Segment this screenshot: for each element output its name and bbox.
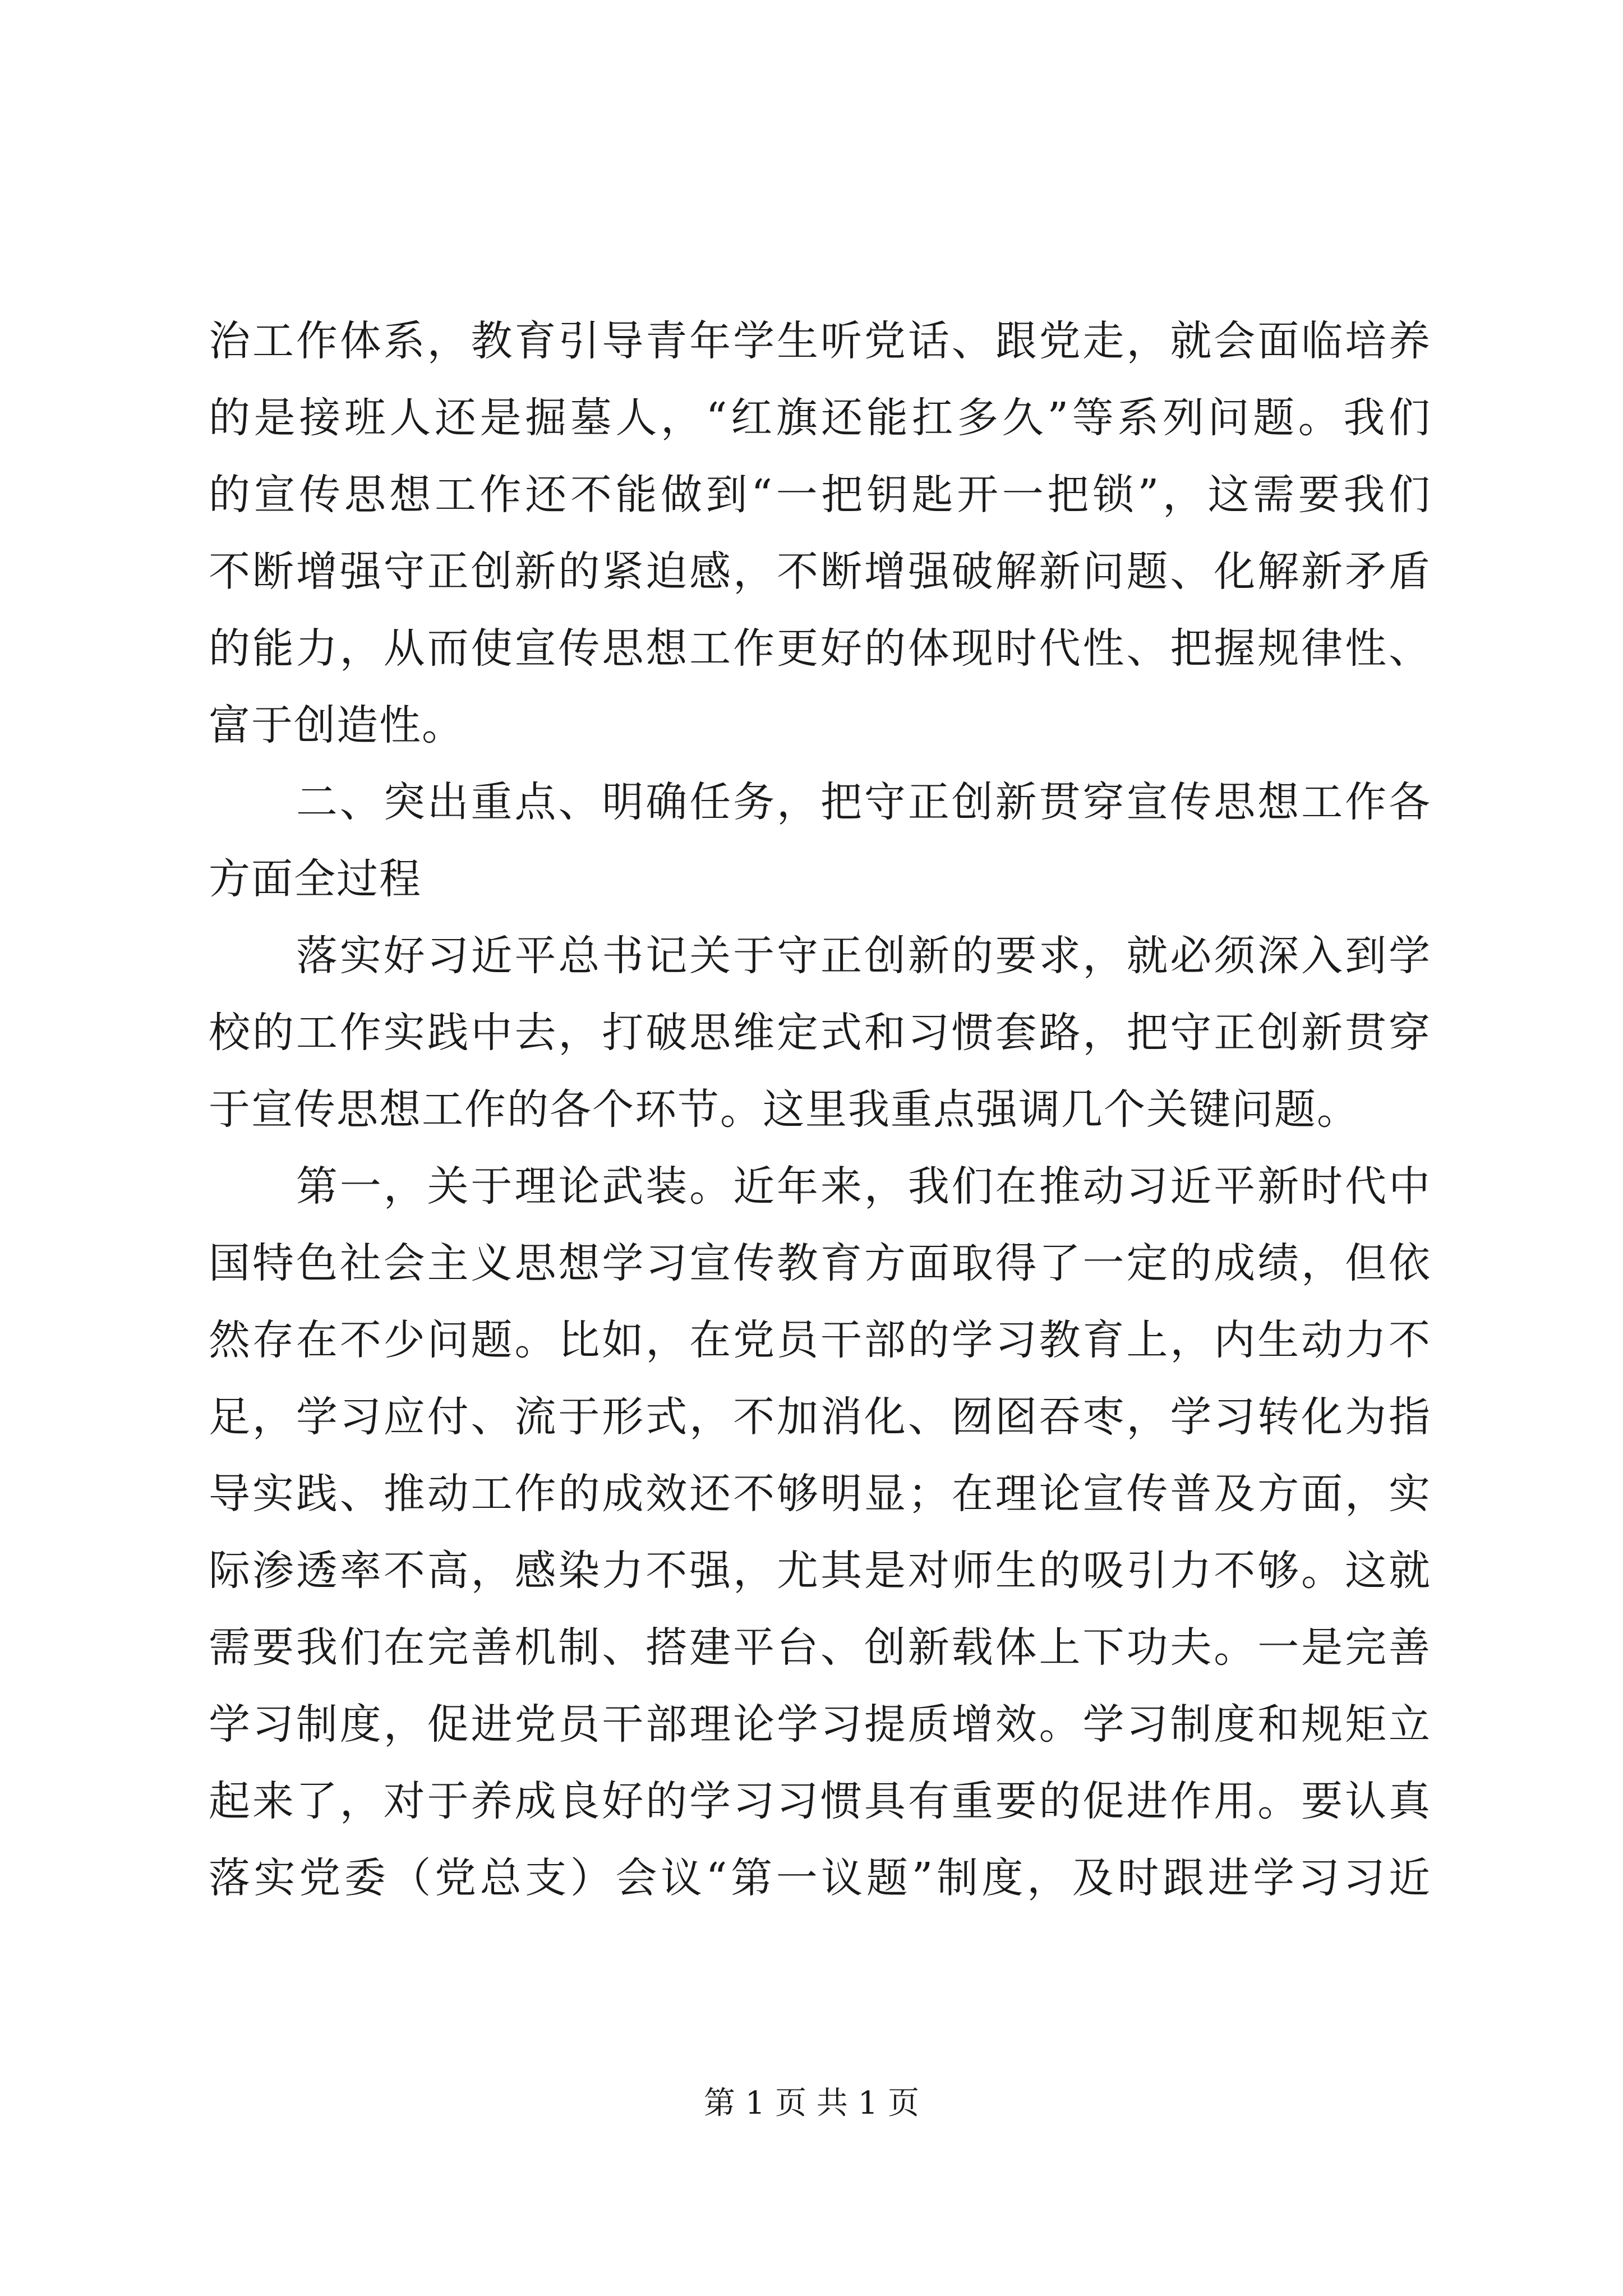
text-line: 足，学习应付、流于形式，不加消化、囫囵吞枣，学习转化为指 bbox=[209, 1393, 1431, 1441]
text-line: 二、突出重点、明确任务，把守正创新贯穿宣传思想工作各 bbox=[209, 778, 1431, 826]
section-heading bbox=[209, 764, 1431, 918]
text-line: 第一，关于理论武装。近年来，我们在推动习近平新时代中 bbox=[209, 1162, 1431, 1211]
text-line: 富于创造性。 bbox=[209, 701, 464, 749]
text-line: 导实践、推动工作的成效还不够明显；在理论宣传普及方面，实 bbox=[209, 1470, 1431, 1518]
text-line: 治工作体系，教育引导青年学生听党话、跟党走，就会面临培养 bbox=[209, 317, 1431, 365]
text-line: 方面全过程 bbox=[209, 855, 422, 903]
text-line: 学习制度，促进党员干部理论学习提质增效。学习制度和规矩立 bbox=[209, 1700, 1431, 1749]
page-number: 第 1 页 共 1 页 bbox=[703, 2085, 920, 2122]
text-line: 然存在不少问题。比如，在党员干部的学习教育上，内生动力不 bbox=[209, 1316, 1431, 1364]
text-line: 国特色社会主义思想学习宣传教育方面取得了一定的成绩，但依 bbox=[209, 1239, 1431, 1287]
text-line: 的能力，从而使宣传思想工作更好的体现时代性、把握规律性、 bbox=[209, 624, 1431, 673]
document-body bbox=[209, 303, 1431, 1917]
paragraph bbox=[209, 918, 1431, 1148]
text-line: 的宣传思想工作还不能做到“一把钥匙开一把锁”，这需要我们 bbox=[209, 471, 1431, 519]
text-line: 落实好习近平总书记关于守正创新的要求，就必须深入到学 bbox=[209, 932, 1431, 980]
text-line: 起来了，对于养成良好的学习习惯具有重要的促进作用。要认真 bbox=[209, 1777, 1431, 1825]
text-line: 于宣传思想工作的各个环节。这里我重点强调几个关键问题。 bbox=[209, 1085, 1359, 1134]
text-line: 校的工作实践中去，打破思维定式和习惯套路，把守正创新贯穿 bbox=[209, 1009, 1431, 1057]
text-line: 落实党委（党总支）会议“第一议题”制度，及时跟进学习习近 bbox=[209, 1854, 1431, 1902]
text-line: 的是接班人还是掘墓人，“红旗还能扛多久”等系列问题。我们 bbox=[209, 394, 1431, 442]
page-footer bbox=[0, 2081, 1623, 2126]
paragraph bbox=[209, 303, 1431, 764]
text-line: 需要我们在完善机制、搭建平台、创新载体上下功夫。一是完善 bbox=[209, 1623, 1431, 1672]
text-line: 不断增强守正创新的紧迫感，不断增强破解新问题、化解新矛盾 bbox=[209, 547, 1431, 596]
paragraph bbox=[209, 1148, 1431, 1917]
text-line: 际渗透率不高，感染力不强，尤其是对师生的吸引力不够。这就 bbox=[209, 1547, 1431, 1595]
